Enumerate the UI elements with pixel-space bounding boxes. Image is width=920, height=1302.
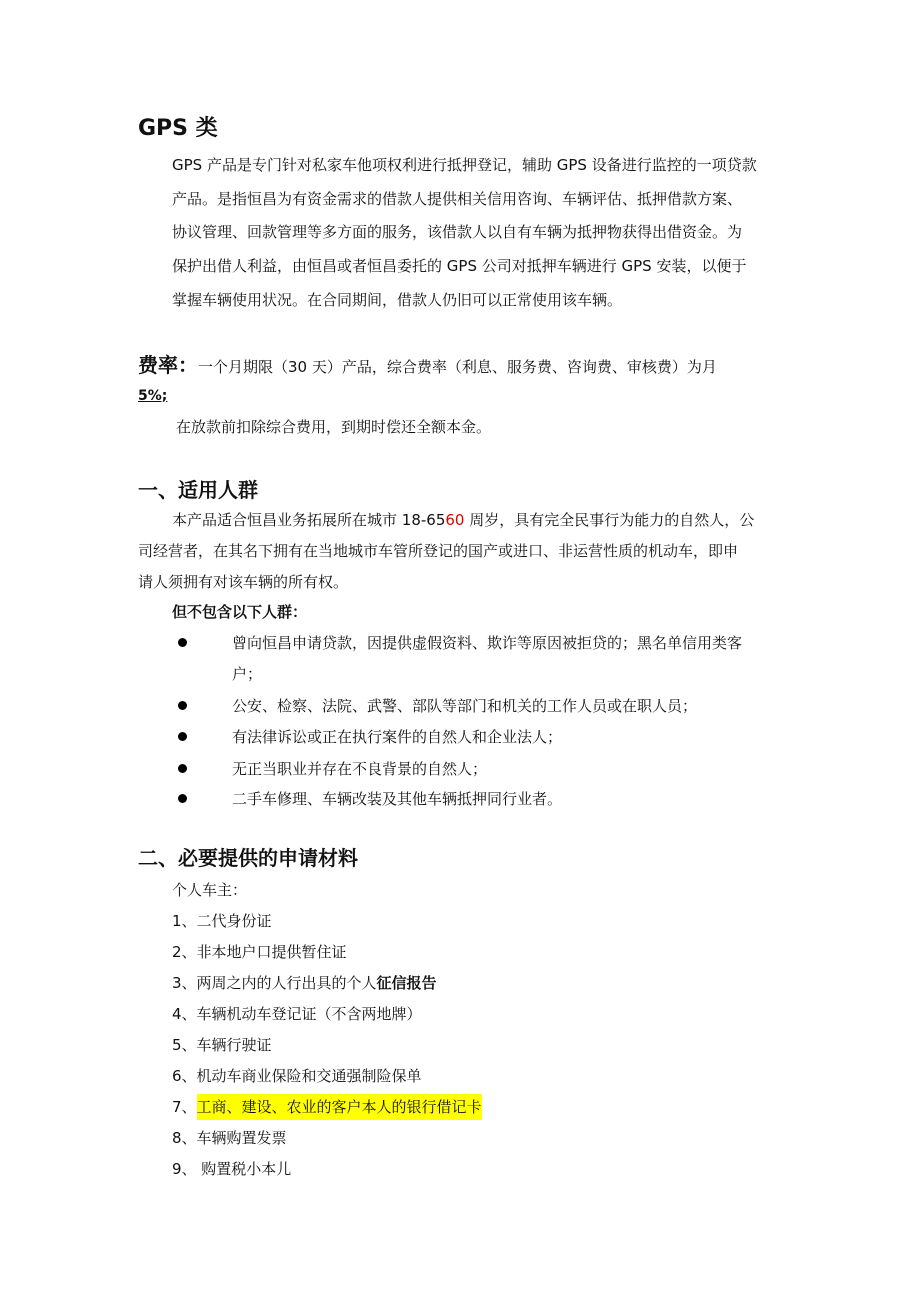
material-item: 1、二代身份证 bbox=[172, 912, 272, 930]
material-item: 6、机动车商业保险和交通强制险保单 bbox=[172, 1067, 422, 1085]
rate-note: 在放款前扣除综合费用，到期时偿还全额本金。 bbox=[176, 418, 492, 436]
bullet-item-cont: 户； bbox=[232, 665, 263, 683]
bullet-item: 曾向恒昌申请贷款，因提供虚假资料、欺诈等原因被拒贷的；黑名单信用类客 bbox=[232, 634, 743, 652]
text: 本产品适合恒昌业务拓展所在城市 18-65 bbox=[172, 511, 446, 529]
age-red: 60 bbox=[445, 511, 465, 529]
material-item: 5、车辆行驶证 bbox=[172, 1036, 272, 1054]
material-item: 4、车辆机动车登记证（不含两地牌） bbox=[172, 1005, 422, 1023]
bullet-icon bbox=[178, 732, 187, 741]
bullet-item: 公安、检察、法院、武警、部队等部门和机关的工作人员或在职人员； bbox=[232, 697, 698, 715]
section1-heading: 一、适用人群 bbox=[138, 478, 258, 502]
intro-line: GPS 产品是专门针对私家车他项权利进行抵押登记，辅助 GPS 设备进行监控的一项贷款 bbox=[172, 156, 757, 174]
material-item: 2、非本地户口提供暂住证 bbox=[172, 943, 347, 961]
rate-text: 一个月期限（30 天）产品，综合费率（利息、服务费、咨询费、审核费）为月 bbox=[198, 358, 717, 376]
material-item bbox=[172, 1097, 482, 1117]
intro-line: 协议管理、回款管理等多方面的服务，该借款人以自有车辆为抵押物获得出借资金。为 bbox=[172, 223, 743, 241]
text: 3、两周之内的人行出具的个人 bbox=[172, 974, 377, 992]
rate-line bbox=[138, 352, 717, 378]
section1-line bbox=[172, 510, 754, 530]
intro-line: 保护出借人利益，由恒昌或者恒昌委托的 GPS 公司对抵押车辆进行 GPS 安装，以便于 bbox=[172, 257, 747, 275]
highlighted-text: 工商、建设、农业的客户本人的银行借记卡 bbox=[197, 1094, 482, 1120]
section1-line: 司经营者，在其名下拥有在当地城市车管所登记的国产或进口、非运营性质的机动车，即申 bbox=[138, 542, 739, 560]
rate-label: 费率： bbox=[138, 353, 198, 377]
credit-report-bold: 征信报告 bbox=[376, 974, 437, 992]
exclude-label: 但不包含以下人群： bbox=[172, 603, 308, 621]
bullet-icon bbox=[178, 638, 187, 647]
bullet-icon bbox=[178, 764, 187, 773]
material-item: 9、 购置税小本儿 bbox=[172, 1160, 292, 1178]
bullet-icon bbox=[178, 794, 187, 803]
intro-line: 产品。是指恒昌为有资金需求的借款人提供相关信用咨询、车辆评估、抵押借款方案、 bbox=[172, 190, 743, 208]
doc-title: GPS 类 bbox=[138, 116, 218, 141]
section1-line: 请人须拥有对该车辆的所有权。 bbox=[138, 573, 349, 591]
owner-label: 个人车主： bbox=[172, 881, 248, 899]
intro-line: 掌握车辆使用状况。在合同期间，借款人仍旧可以正常使用该车辆。 bbox=[172, 291, 623, 309]
material-item bbox=[172, 973, 437, 993]
bullet-item: 有法律诉讼或正在执行案件的自然人和企业法人； bbox=[232, 728, 563, 746]
rate-value: 5%; bbox=[138, 388, 168, 404]
section2-heading: 二、必要提供的申请材料 bbox=[138, 846, 358, 870]
material-item: 8、车辆购置发票 bbox=[172, 1129, 287, 1147]
text: 周岁，具有完全民事行为能力的自然人，公 bbox=[464, 511, 755, 529]
bullet-item: 二手车修理、车辆改装及其他车辆抵押同行业者。 bbox=[232, 790, 563, 808]
bullet-icon bbox=[178, 701, 187, 710]
text: 7、 bbox=[172, 1098, 197, 1116]
bullet-item: 无正当职业并存在不良背景的自然人； bbox=[232, 760, 488, 778]
